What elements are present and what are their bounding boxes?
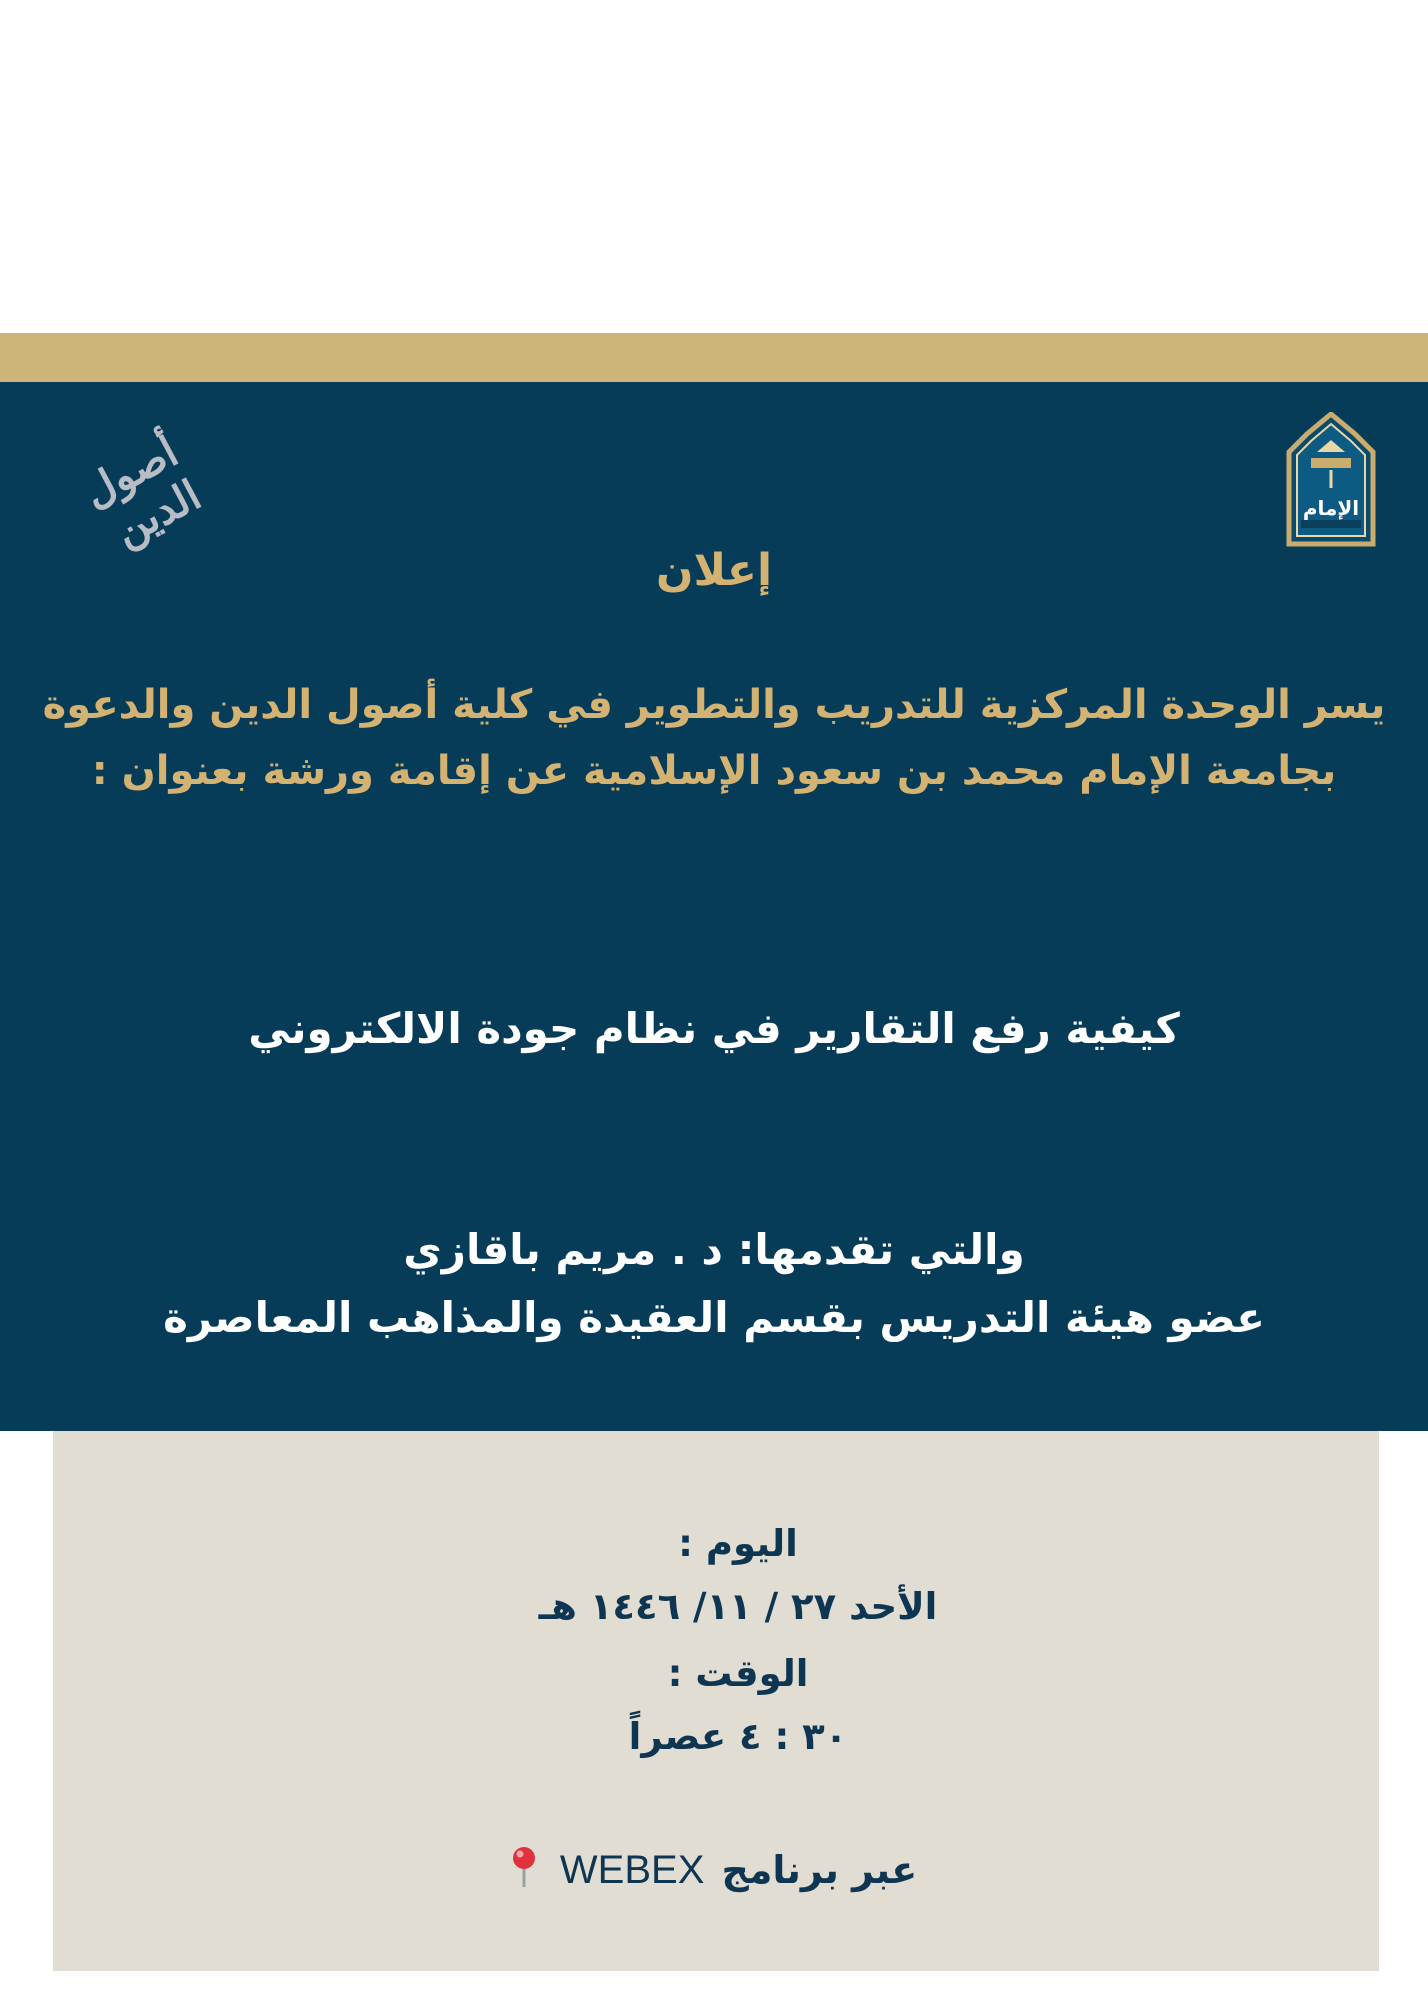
- university-logo-text: الإمام: [1302, 496, 1360, 520]
- platform-name: WEBEX: [559, 1848, 705, 1892]
- gold-header-band: [0, 333, 1428, 382]
- platform-label: عبر برنامج: [721, 1848, 918, 1892]
- presenter-role: عضو هيئة التدريس بقسم العقيدة والمذاهب المعاصرة: [163, 1293, 1265, 1342]
- platform-line: [0, 1845, 1428, 1893]
- calligraphy-text: أصول الدين: [74, 426, 209, 556]
- university-logo-icon: [1283, 412, 1379, 547]
- time-label: الوقت :: [667, 1652, 809, 1695]
- intro-line-2: بجامعة الإمام محمد بن سعود الإسلامية عن إقامة ورشة بعنوان :: [91, 748, 1337, 794]
- workshop-title: كيفية رفع التقارير في نظام جودة الالكتروني: [248, 1004, 1180, 1053]
- announcement-heading: إعلان: [655, 545, 773, 596]
- date-value: الأحد ٢٧ / ١١/ ١٤٤٦ هـ: [538, 1585, 938, 1628]
- time-value: ٣٠ : ٤ عصراً: [628, 1715, 848, 1758]
- location-pin-icon: [511, 1845, 537, 1889]
- intro-line-1: يسر الوحدة المركزية للتدريب والتطوير في كلية أصول الدين والدعوة: [42, 682, 1386, 728]
- day-label: اليوم :: [678, 1522, 798, 1565]
- presenter-line: والتي تقدمها: د . مريم باقازي: [403, 1225, 1025, 1274]
